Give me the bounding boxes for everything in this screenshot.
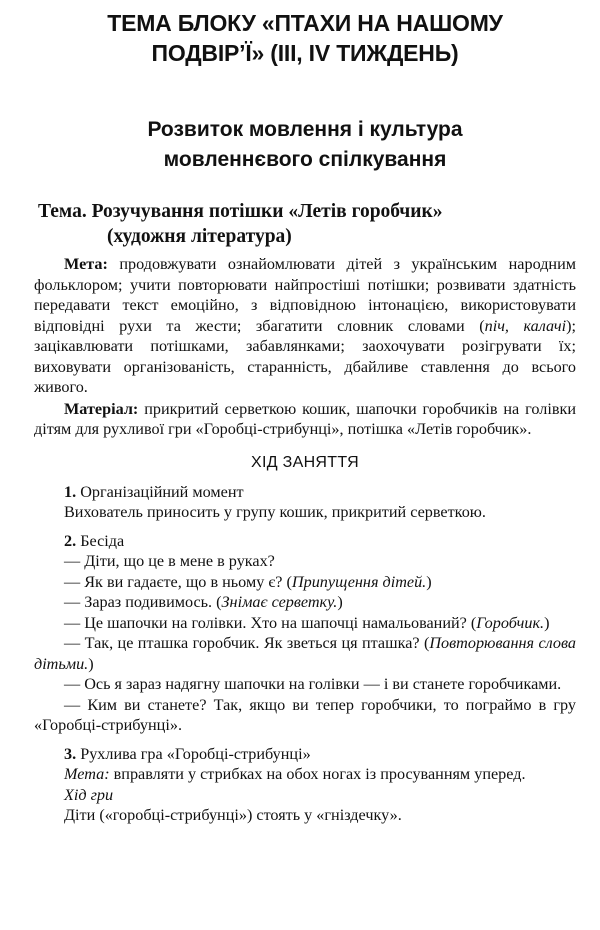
game-course-label — [34, 785, 576, 806]
dialogue-tail: ) — [544, 613, 550, 632]
course-heading: ХІД ЗАНЯТТЯ — [251, 453, 359, 471]
dialogue-tail: ) — [88, 654, 94, 673]
dialogue-text: — Зараз подивимось. ( — [64, 593, 222, 611]
materials-label: Матеріал: — [64, 399, 139, 418]
dialogue-line — [34, 572, 576, 593]
step-3-number: 3. — [64, 744, 77, 763]
dialogue-note: Знімає серветку. — [221, 593, 338, 611]
dialogue-text: — Ким ви станете? Так, якщо ви тепер горобчики, то пограймо в гру «Горобці-стрибунці». — [34, 695, 576, 734]
dialogue-tail: ) — [337, 593, 343, 611]
step-2-number: 2. — [64, 531, 77, 550]
dialogue-line — [34, 695, 576, 736]
step-1-text: Вихователь приносить у групу кошик, прикритий серветкою. — [64, 503, 486, 521]
step-1-title-text: Організаційний момент — [80, 482, 244, 501]
dialogue-text: — Це шапочки на голівки. Хто на шапочці намальований? ( — [64, 613, 477, 632]
game-goal-label: Мета: — [64, 765, 110, 783]
dialogue-text: — Як ви гадаєте, що в ньому є? ( — [64, 572, 292, 591]
section-heading — [34, 115, 576, 175]
dialogue-line — [34, 592, 576, 613]
step-3-title-text: Рухлива гра «Горобці-стрибунці» — [80, 744, 311, 763]
dialogue-line — [34, 674, 576, 695]
step-2-title — [34, 531, 576, 552]
game-course-label-text: Хід гри — [64, 785, 114, 804]
section-heading-line-1: Розвиток мовлення і культура — [147, 118, 463, 141]
dialogue-line — [34, 633, 576, 674]
dialogue-text: — Діти, що це в мене в руках? — [64, 552, 275, 570]
lesson-title-line-1: Тема. Розучування потішки «Летів горобчик» — [38, 201, 443, 222]
section-heading-line-2: мовленнєвого спілкування — [163, 148, 447, 171]
goal-paragraph — [34, 254, 576, 398]
step-1-number: 1. — [64, 482, 77, 501]
goal-label: Мета: — [64, 255, 108, 273]
dialogue-line — [34, 551, 576, 572]
block-title-line-1: ТЕМА БЛОКУ «ПТАХИ НА НАШОМУ — [107, 10, 503, 36]
materials-text: прикритий серветкою кошик, шапочки горобчиків на голівки дітям для рухливої гри «Горобці-стрибунці», потішка «Летів горобчик». — [34, 399, 576, 438]
dialogue-line — [34, 613, 576, 634]
step-1-title — [34, 482, 576, 503]
dialogue-text: — Так, це пташка горобчик. Як зветься ця пташка? ( — [64, 634, 430, 652]
game-goal-text: вправляти у стрибках на обох ногах із просуванням уперед. — [109, 765, 526, 783]
block-title — [34, 8, 576, 68]
goal-text-2: ); зацікавлювати потішками, забавлянками; заохочувати розігрувати їх; виховувати організованість, старанність, дбайливе ставлення до всього живого. — [34, 316, 576, 396]
materials-paragraph — [34, 399, 576, 440]
dialogue-note: Повторювання слова дітьми. — [34, 634, 576, 673]
game-course-text: Діти («горобці-стрибунці») стоять у «гніздечку». — [64, 806, 402, 824]
dialogue-note: Горобчик. — [476, 613, 545, 632]
dialogue-note: Припущення дітей. — [291, 572, 427, 591]
lesson-title — [34, 199, 576, 249]
step-3-title — [34, 744, 576, 765]
lesson-title-line-2: (художня література) — [107, 226, 292, 247]
goal-words: піч, калачі — [484, 316, 567, 335]
dialogue-tail: ) — [426, 572, 432, 591]
dialogue-text: — Ось я зараз надягну шапочки на голівки — і ви станете горобчиками. — [64, 675, 562, 693]
step-2-title-text: Бесіда — [80, 531, 125, 550]
goal-text-1: продовжувати ознайомлювати дітей з українським народним фольклором; учити повторювати найпростіші потішки; розвивати здатність передавати текст емоційно, з відповідною інтонацією, використовувати відповідні рухи та жести; збагатити словник словами ( — [34, 255, 576, 335]
block-title-line-2: ПОДВІР’Ї» (III, IV ТИЖДЕНЬ) — [151, 40, 459, 66]
game-goal — [34, 764, 576, 785]
